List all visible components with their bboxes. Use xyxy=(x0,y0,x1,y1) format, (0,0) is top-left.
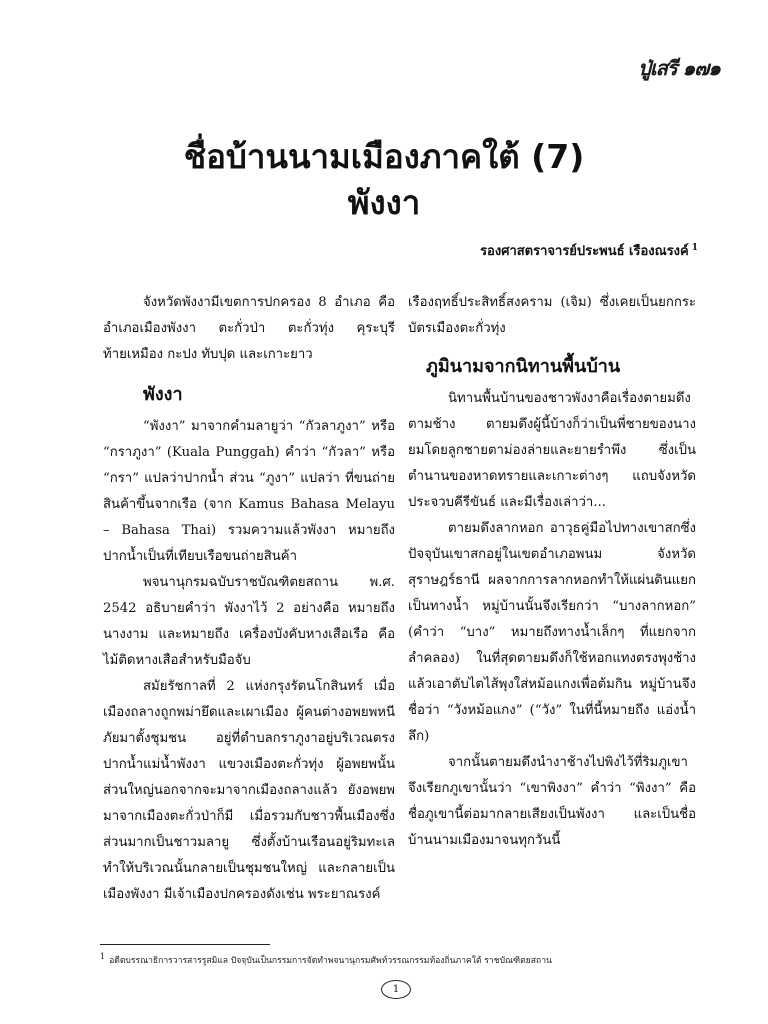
paragraph: นิทานพื้นบ้านของชาวพังงาคือเรื่องตายมดึงตามช้าง ตายมดึงผู้นี้บ้างก็ว่าเป็นพี่ชายของนางยมโดยลูกชายตาม่องล่ายและยายรำพึง ซึ่งเป็นตำนานของหาดทรายและเกาะต่างๆ แถบจังหวัดประจวบคีรีขันธ์ และมีเรื่องเล่าว่า... xyxy=(408,391,696,510)
paragraph: “พังงา” มาจากคำมลายูว่า “กัวลาภูงา” หรือ “กราภูงา” (Kuala Punggah) คำว่า “กัวลา” หรือ “กรา” แปลว่าปากน้ำ ส่วน “ภูงา” แปลว่า ที่ขนถ่ายสินค้าขึ้นจากเรือ (จาก Kamus Bahasa Melayu – Bahasa Thai) รวมความแล้วพังงา หมายถึง ปากน้ำเป็นที่เทียบเรือขนถ่ายสินค้า xyxy=(103,419,395,564)
paragraph: จากนั้นตายมดึงนำงาช้างไปพิงไว้ที่ริมภูเขาจึงเรียกภูเขานั้นว่า “เขาพิงงา” คำว่า “พิงงา” คือชื่อภูเขานี้ต่อมากลายเสียงเป็นพังงา และเป็นชื่อบ้านนามเมืองมาจนทุกวันนี้ xyxy=(408,755,696,848)
footnote-divider xyxy=(100,944,270,945)
page-number: 1 xyxy=(381,980,411,999)
intro-paragraph: จังหวัดพังงามีเขตการปกครอง 8 อำเภอ คือ อำเภอเมืองพังงา ตะกั่วป่า ตะกั่วทุ่ง คุระบุรี ท้ายเหมือง กะปง ทับปุด และเกาะยาว xyxy=(103,295,395,362)
paragraph: ตายมดึงลากหอก อาวุธคู่มือไปทางเขาสกซึ่งปัจจุบันเขาสกอยู่ในเขตอำเภอพนม จังหวัดสุราษฎร์ธานี ผลจากการลากหอกทำให้แผ่นดินแยกเป็นทางน้ำ หมู่บ้านนั้นจึงเรียกว่า “บางลากหอก” (คำว่า “บาง” หมายถึงทางน้ำเล็กๆ ที่แยกจากลำคลอง) ในที่สุดตายมดึงก็ใช้หอกแทงตรงพุงช้างแล้วเอาตับไตไส้พุงใส่หม้อแกงเพื่อต้มกิน หมู่บ้านจึงชื่อว่า “วังหม้อแกง” (“วัง” ในที่นี้หมายถึง แอ่งน้ำลึก) xyxy=(408,521,696,744)
article-title xyxy=(0,134,768,226)
author-footnote-mark: 1 xyxy=(691,242,698,253)
footnote-text: อดีตบรรณาธิการวารสารรูสมิแล ปัจจุบันเป็นกรรมการจัดทำพจนานุกรมศัพท์วรรณกรรมท้องถิ่นภาคใต้ ราชบัณฑิตยสถาน xyxy=(109,955,552,966)
author-byline xyxy=(480,240,698,261)
journal-logo: ปู่เสรี ๑๗๑ xyxy=(638,56,720,80)
title-line-2: พังงา xyxy=(347,183,421,222)
paragraph: พจนานุกรมฉบับราชบัณฑิตยสถาน พ.ศ. 2542 อธิบายคำว่า พังงาไว้ 2 อย่างคือ หมายถึง นางงาม และหมายถึง เครื่องบังคับหางเสือเรือ คือ ไม้ติดหางเสือสำหรับมือจับ xyxy=(103,575,395,668)
left-column xyxy=(103,290,395,908)
continued-paragraph: เรืองฤทธิ์ประสิทธิ์สงคราม (เจิม) ซึ่งเคยเป็นยกกระบัตรเมืองตะกั่วทุ่ง xyxy=(408,295,696,336)
title-line-1: ชื่อบ้านนามเมืองภาคใต้ (7) xyxy=(183,137,585,176)
footnote-mark: 1 xyxy=(100,952,106,961)
footnote xyxy=(100,950,690,968)
author-name: รองศาสตราจารย์ประพนธ์ เรืองณรงค์ xyxy=(480,244,689,259)
right-column xyxy=(408,290,696,854)
section-heading-phangnga: พังงา xyxy=(143,384,183,405)
paragraph: สมัยรัชกาลที่ 2 แห่งกรุงรัตนโกสินทร์ เมื่อเมืองถลางถูกพม่ายึดและเผาเมือง ผู้คนต่างอพยพหนีภัยมาตั้งชุมชน อยู่ที่ตำบลกราภูงาอยู่บริเวณตรงปากน้ำแม่น้ำพังงา แขวงเมืองตะกั่วทุ่ง ผู้อพยพนั้นส่วนใหญ่นอกจากจะมาจากเมืองถลางแล้ว ยังอพยพมาจากเมืองตะกั่วป่าก็มี เมื่อรวมกับชาวพื้นเมืองซึ่งส่วนมากเป็นชาวมลายู ซึ่งตั้งบ้านเรือนอยู่ริมทะเล ทำให้บริเวณนั้นกลายเป็นชุมชนใหญ่ และกลายเป็นเมืองพังงา มีเจ้าเมืองปกครองดังเช่น พระยาณรงค์ xyxy=(103,679,395,902)
section-heading-folklore: ภูมินามจากนิทานพื้นบ้าน xyxy=(426,356,621,377)
